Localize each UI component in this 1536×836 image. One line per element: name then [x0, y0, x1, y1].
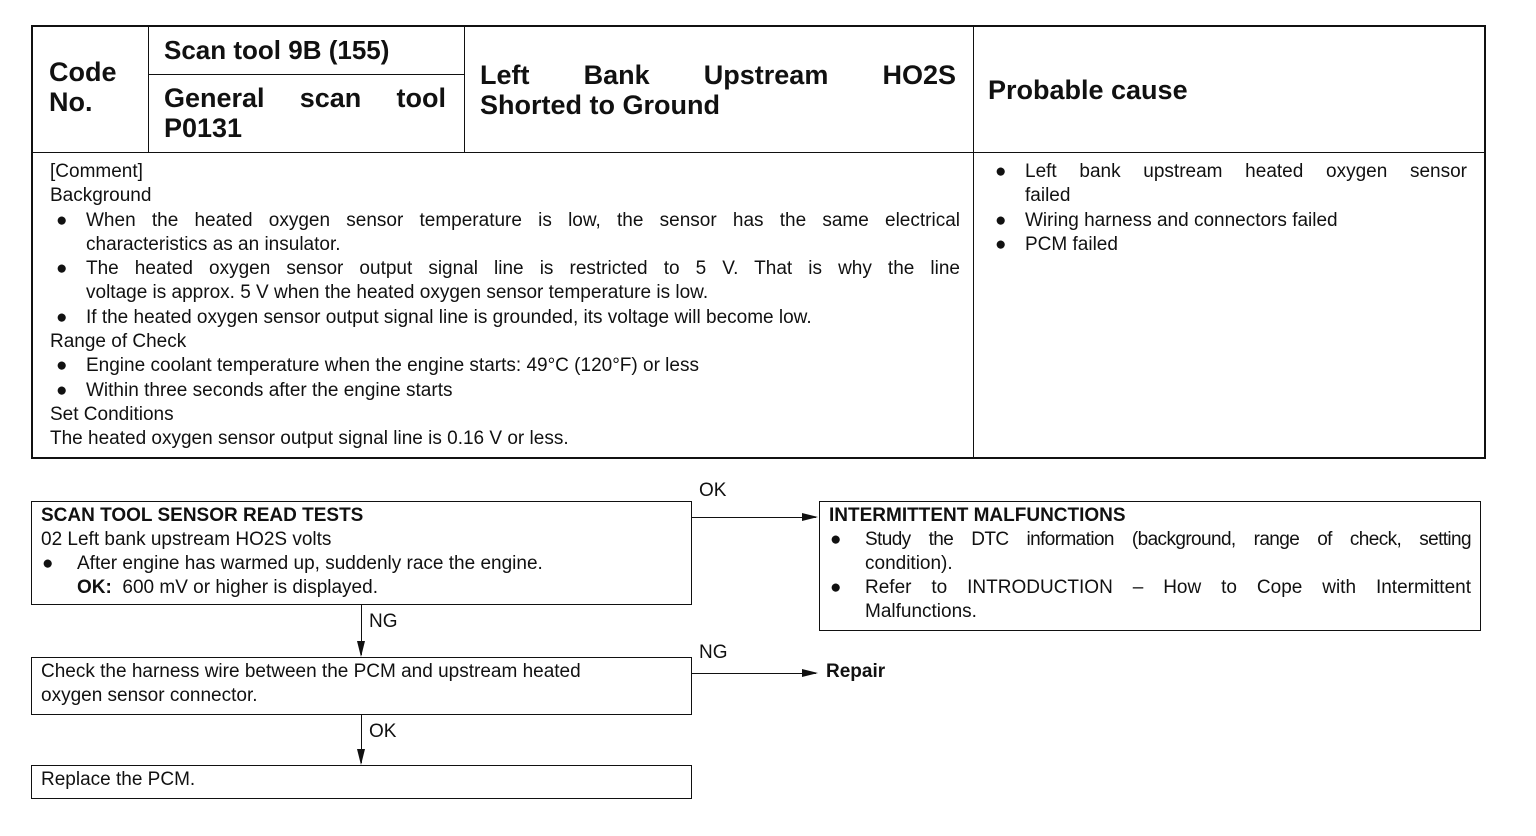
- list-item-text: characteristics as an insulator.: [86, 233, 341, 255]
- ok-arrow: [361, 715, 362, 763]
- range-heading: Range of Check: [50, 331, 187, 353]
- divider: [148, 74, 464, 75]
- list-item: ● Study the DTC information (background, range of check, setting condition).: [830, 529, 1471, 574]
- ok-arrow: [692, 517, 816, 518]
- list-item: ● PCM failed: [989, 233, 1467, 257]
- harness-check-line: Check the harness wire between the PCM and upstream heated: [41, 661, 581, 682]
- divider: [33, 152, 1484, 153]
- list-item-text: failed: [1025, 185, 1071, 207]
- background-heading: Background: [50, 185, 152, 207]
- ok-label: OK: [369, 721, 397, 742]
- repair-label: Repair: [826, 661, 886, 682]
- list-item: ● Left bank upstream heated oxygen sensor failed: [989, 160, 1467, 209]
- ng-arrow: [692, 673, 816, 674]
- harness-check-box: [31, 657, 692, 715]
- divider: [973, 27, 974, 457]
- dtc-title: Left Bank Upstream HO2S Shorted to Ground: [480, 60, 956, 120]
- ok-criterion: 600 mV or higher is displayed.: [122, 577, 378, 598]
- list-item-text: The heated oxygen sensor output signal line is restricted to 5 V. That is why the line: [86, 258, 960, 280]
- list-item-text: After engine has warmed up, suddenly race the engine.: [77, 553, 543, 574]
- list-item: ● If the heated oxygen sensor output signal line is grounded, its voltage will become low.: [50, 306, 960, 330]
- test-box-item: 02 Left bank upstream HO2S volts: [41, 529, 332, 550]
- dtc-table: [31, 25, 1486, 459]
- list-item-text: Within three seconds after the engine starts: [86, 379, 453, 401]
- ok-key: OK:: [77, 577, 112, 598]
- list-item: ● Within three seconds after the engine starts: [50, 379, 960, 403]
- list-item-text: Engine coolant temperature when the engine starts: 49°C (120°F) or less: [86, 355, 699, 377]
- probable-cause-list: [989, 160, 1467, 257]
- list-item-text: Malfunctions.: [865, 601, 977, 622]
- code-no-label: Code No.: [49, 57, 117, 117]
- list-item-text: If the heated oxygen sensor output signal line is grounded, its voltage will become low.: [86, 306, 812, 328]
- intermittent-title: INTERMITTENT MALFUNCTIONS: [829, 505, 1126, 526]
- list-item-text: voltage is approx. 5 V when the heated oxygen sensor temperature is low.: [86, 282, 709, 304]
- list-item: ● Engine coolant temperature when the engine starts: 49°C (120°F) or less: [50, 354, 960, 378]
- comment-tag: [Comment]: [50, 161, 143, 182]
- list-item: ● Wiring harness and connectors failed: [989, 209, 1467, 233]
- list-item: ● Refer to INTRODUCTION – How to Cope with Intermittent Malfunctions.: [830, 577, 1471, 622]
- comment-section: [50, 160, 960, 452]
- set-conditions-heading: Set Conditions: [50, 403, 174, 425]
- ok-label: OK: [699, 480, 727, 501]
- list-item: ● The heated oxygen sensor output signal line is restricted to 5 V. That is why the line voltage is approx. 5 V when the heated oxygen sensor temperature is low.: [50, 257, 960, 306]
- list-item-text: condition).: [865, 553, 953, 574]
- intermittent-malfunctions-box: [819, 501, 1481, 631]
- general-scan-tool-code: General scan tool P0131: [164, 83, 446, 143]
- list-item-text: When the heated oxygen sensor temperature is low, the sensor has the same electrical: [86, 209, 960, 231]
- list-item: ● After engine has warmed up, suddenly race the engine. OK: 600 mV or higher is displayed.: [41, 552, 682, 600]
- ng-label: NG: [699, 642, 728, 663]
- scan-tool-code: Scan tool 9B (155): [164, 35, 390, 65]
- list-item-text: Study the DTC information (background, range of check, setting: [865, 529, 1471, 550]
- list-item-text: Left bank upstream heated oxygen sensor: [1025, 161, 1467, 182]
- probable-cause-heading: Probable cause: [988, 75, 1188, 105]
- test-box-title: SCAN TOOL SENSOR READ TESTS: [41, 505, 364, 526]
- ng-arrow: [361, 605, 362, 655]
- list-item: ● When the heated oxygen sensor temperature is low, the sensor has the same electrical characteristics as an insulator.: [50, 209, 960, 258]
- divider: [464, 27, 465, 152]
- set-conditions-text: The heated oxygen sensor output signal line is 0.16 V or less.: [50, 428, 569, 450]
- replace-pcm-box: [31, 765, 692, 799]
- list-item-text: Refer to INTRODUCTION – How to Cope with Intermittent: [865, 577, 1471, 598]
- scan-tool-test-box: [31, 501, 692, 605]
- list-item-text: PCM failed: [1025, 233, 1118, 255]
- harness-check-line: oxygen sensor connector.: [41, 685, 258, 706]
- divider: [148, 27, 149, 152]
- replace-pcm-text: Replace the PCM.: [41, 769, 196, 790]
- ng-label: NG: [369, 611, 398, 632]
- list-item-text: Wiring harness and connectors failed: [1025, 209, 1338, 231]
